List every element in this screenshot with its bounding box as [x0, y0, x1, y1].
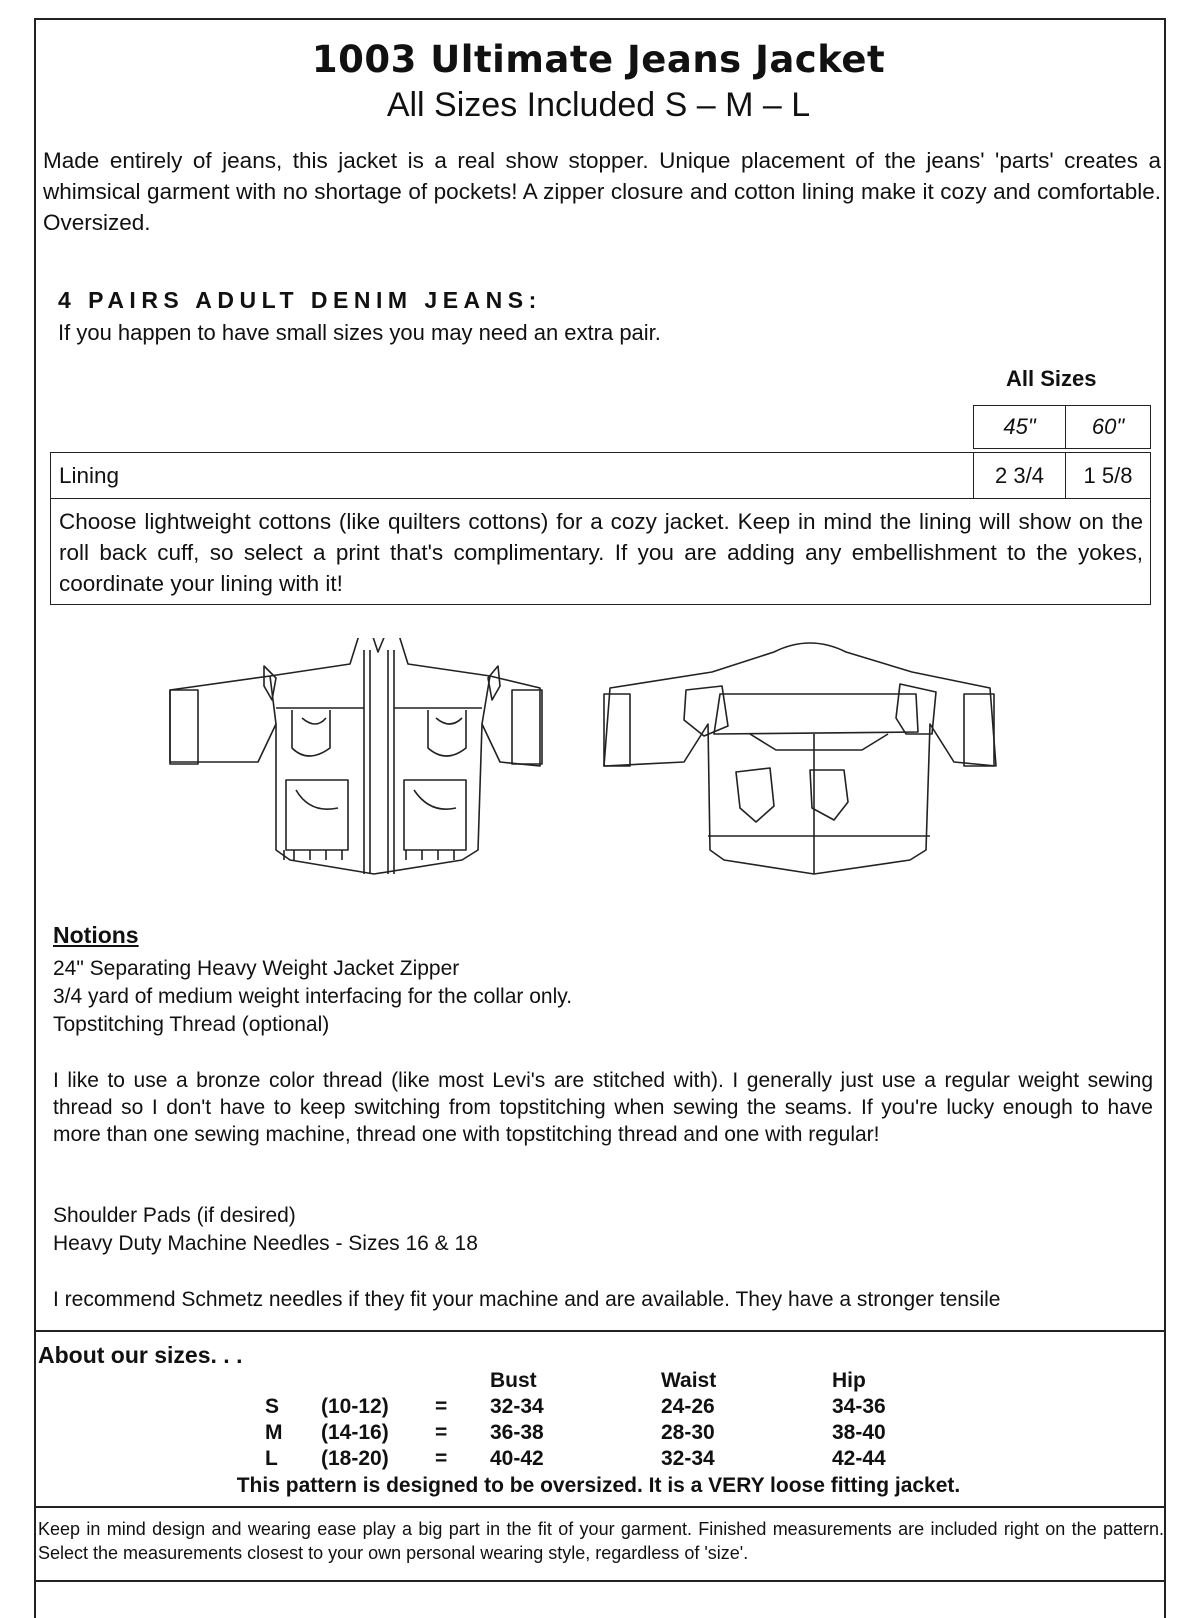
lining-60-yardage: 1 5/8 [1065, 452, 1151, 499]
lining-note: Choose lightweight cottons (like quilters cottons) for a cozy jacket. Keep in mind the lining will show on the roll back cuff, so select a print that's complimentary. If you are adding any embellishment to the yokes, coordinate your lining with it! [50, 498, 1151, 605]
equals-sign: = [435, 1421, 448, 1444]
notion-item: Topstitching Thread (optional) [53, 1013, 330, 1036]
jeans-requirement-heading: 4 PAIRS ADULT DENIM JEANS: [58, 287, 542, 313]
sizes-heading: About our sizes. . . [38, 1342, 243, 1368]
hip-value: 34-36 [832, 1395, 886, 1418]
waist-value: 24-26 [661, 1395, 715, 1418]
notions-list-2 [53, 1202, 478, 1258]
hip-value: 38-40 [832, 1421, 886, 1444]
size-range: (14-16) [321, 1421, 389, 1444]
waist-value: 28-30 [661, 1421, 715, 1444]
notions-list [53, 955, 572, 1039]
notion-item: Heavy Duty Machine Needles - Sizes 16 & 18 [53, 1232, 478, 1255]
jacket-front-view [170, 638, 542, 874]
size-code: S [265, 1395, 280, 1418]
size-code: M [265, 1421, 283, 1444]
jacket-illustration [160, 638, 1020, 908]
all-sizes-label: All Sizes [1006, 366, 1097, 391]
ease-note: Keep in mind design and wearing ease play a big part in the fit of your garment. Finished measurements are included right on the pattern. Select the measurements closest to your own personal wearing style, regardless of 'size'. [38, 1519, 1164, 1563]
bust-value: 32-34 [490, 1395, 544, 1418]
bust-value: 40-42 [490, 1447, 544, 1470]
oversized-note: This pattern is designed to be oversized. It is a VERY loose fitting jacket. [236, 1474, 961, 1497]
pattern-subtitle: All Sizes Included S – M – L [386, 86, 811, 124]
pattern-title: 1003 Ultimate Jeans Jacket [311, 38, 886, 81]
section-divider [34, 1506, 1166, 1508]
waist-value: 32-34 [661, 1447, 715, 1470]
width-60-header: 60" [1065, 405, 1151, 449]
waist-column-header: Waist [661, 1369, 717, 1392]
notion-item: 24" Separating Heavy Weight Jacket Zipper [53, 957, 460, 980]
thread-note: I like to use a bronze color thread (like most Levi's are stitched with). I generally just use a regular weight sewing thread so I don't have to keep switching from topstitching when sewing the seams. If you're lucky enough to have more than one sewing machine, thread one with topstitching thread and one with regular! [53, 1069, 1153, 1146]
bust-column-header: Bust [490, 1369, 537, 1392]
section-divider [34, 1580, 1166, 1582]
size-code: L [265, 1447, 278, 1470]
needle-note: I recommend Schmetz needles if they fit your machine and are available. They have a stronger tensile [53, 1288, 1001, 1311]
hip-column-header: Hip [832, 1369, 866, 1392]
notions-heading: Notions [53, 922, 139, 948]
lining-label: Lining [50, 452, 974, 499]
jacket-back-view [604, 643, 996, 874]
hip-value: 42-44 [832, 1447, 886, 1470]
width-45-header: 45" [973, 405, 1066, 449]
notion-item: Shoulder Pads (if desired) [53, 1204, 296, 1227]
lining-45-yardage: 2 3/4 [973, 452, 1066, 499]
bust-value: 36-38 [490, 1421, 544, 1444]
jeans-requirement-note: If you happen to have small sizes you may need an extra pair. [58, 320, 661, 345]
equals-sign: = [435, 1447, 448, 1470]
size-range: (18-20) [321, 1447, 389, 1470]
pattern-description: Made entirely of jeans, this jacket is a real show stopper. Unique placement of the jeans' 'parts' creates a whimsical garment with no shortage of pockets! A zipper closure and cotton lining make it cozy and comfortable. Oversized. [43, 148, 1161, 235]
section-divider [34, 1330, 1166, 1332]
size-range: (10-12) [321, 1395, 389, 1418]
notion-item: 3/4 yard of medium weight interfacing for the collar only. [53, 985, 573, 1008]
equals-sign: = [435, 1395, 448, 1418]
